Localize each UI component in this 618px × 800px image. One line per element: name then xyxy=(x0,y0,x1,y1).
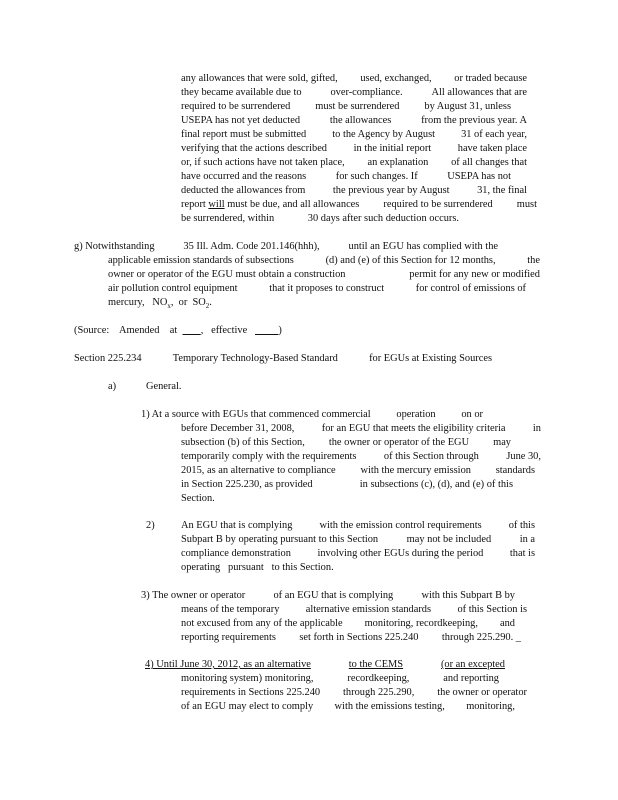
item-1-line: before December 31, 2008, for an EGU that meets the eligibility criteria in xyxy=(181,423,541,434)
paragraph-g-line: owner or operator of the EGU must obtain a construction permit for any new or modified xyxy=(108,269,540,280)
item-1-line: 1) At a source with EGUs that commenced commercial operation on or xyxy=(141,409,483,420)
paragraph-g-line: applicable emission standards of subsections (d) and (e) of this Section for 12 months, the xyxy=(108,255,540,266)
item-1-line: in Section 225.230, as provided in subsections (c), (d), and (e) of this xyxy=(181,479,513,490)
item-4-line: monitoring system) monitoring, recordkeeping, and reporting xyxy=(181,673,499,684)
item-3-line: reporting requirements set forth in Sections 225.240 through 225.290. _ xyxy=(181,632,521,643)
item-2-line: compliance demonstration involving other EGUs during the period that is xyxy=(181,548,535,559)
section-heading: Section 225.234 Temporary Technology-Based Standard for EGUs at Existing Sources xyxy=(74,353,492,364)
item-2-line: operating pursuant to this Section. xyxy=(181,562,334,573)
item-2-label: 2) xyxy=(146,520,155,531)
item-1-line: temporarily comply with the requirements of this Section through June 30, xyxy=(181,451,541,462)
item-1-line: subsection (b) of this Section, the owner or operator of the EGU may xyxy=(181,437,511,448)
source-note: (Source: Amended at , effective ) xyxy=(74,325,282,336)
paragraph-g-line: g) Notwithstanding 35 Ill. Adm. Code 201.146(hhh), until an EGU has complied with the xyxy=(74,241,498,252)
carryover-line: have occurred and the reasons for such changes. If USEPA has not xyxy=(181,171,511,182)
item-1-line: 2015, as an alternative to compliance with the mercury emission standards xyxy=(181,465,535,476)
carryover-line: USEPA has not yet deducted the allowances from the previous year. A xyxy=(181,115,527,126)
item-4-line: of an EGU may elect to comply with the emissions testing, monitoring, xyxy=(181,701,515,712)
carryover-line: or, if such actions have not taken place, an explanation of all changes that xyxy=(181,157,527,168)
carryover-line: be surrendered, within 30 days after such deduction occurs. xyxy=(181,213,459,224)
item-3-line: 3) The owner or operator of an EGU that is complying with this Subpart B by xyxy=(141,590,515,601)
carryover-line: any allowances that were sold, gifted, used, exchanged, or traded because xyxy=(181,73,527,84)
carryover-line: report will must be due, and all allowances required to be surrendered must xyxy=(181,199,537,210)
paragraph-g-line: air pollution control equipment that it proposes to construct for control of emissions of xyxy=(108,283,526,294)
carryover-line: required to be surrendered must be surrendered by August 31, unless xyxy=(181,101,511,112)
item-2-line: Subpart B by operating pursuant to this Section may not be included in a xyxy=(181,534,535,545)
carryover-line: deducted the allowances from the previous year by August 31, the final xyxy=(181,185,527,196)
item-1-line: Section. xyxy=(181,493,215,504)
item-3-line: means of the temporary alternative emission standards of this Section is xyxy=(181,604,527,615)
item-4-line: 4) Until June 30, 2012, as an alternative to the CEMS (or an excepted xyxy=(145,659,505,670)
subsection-a-label: a) xyxy=(108,381,117,392)
carryover-line: final report must be submitted to the Agency by August 31 of each year, xyxy=(181,129,527,140)
item-4-line: requirements in Sections 225.240 through 225.290, the owner or operator xyxy=(181,687,527,698)
item-3-line: not excused from any of the applicable monitoring, recordkeeping, and xyxy=(181,618,515,629)
carryover-line: verifying that the actions described in the initial report have taken place xyxy=(181,143,527,154)
subsection-a-title: General. xyxy=(146,381,182,392)
carryover-line: they became available due to over-compliance. All allowances that are xyxy=(181,87,527,98)
item-2-line: An EGU that is complying with the emission control requirements of this xyxy=(181,520,535,531)
paragraph-g-line: mercury, $NO_x$, or $SO_2$. xyxy=(108,297,212,311)
